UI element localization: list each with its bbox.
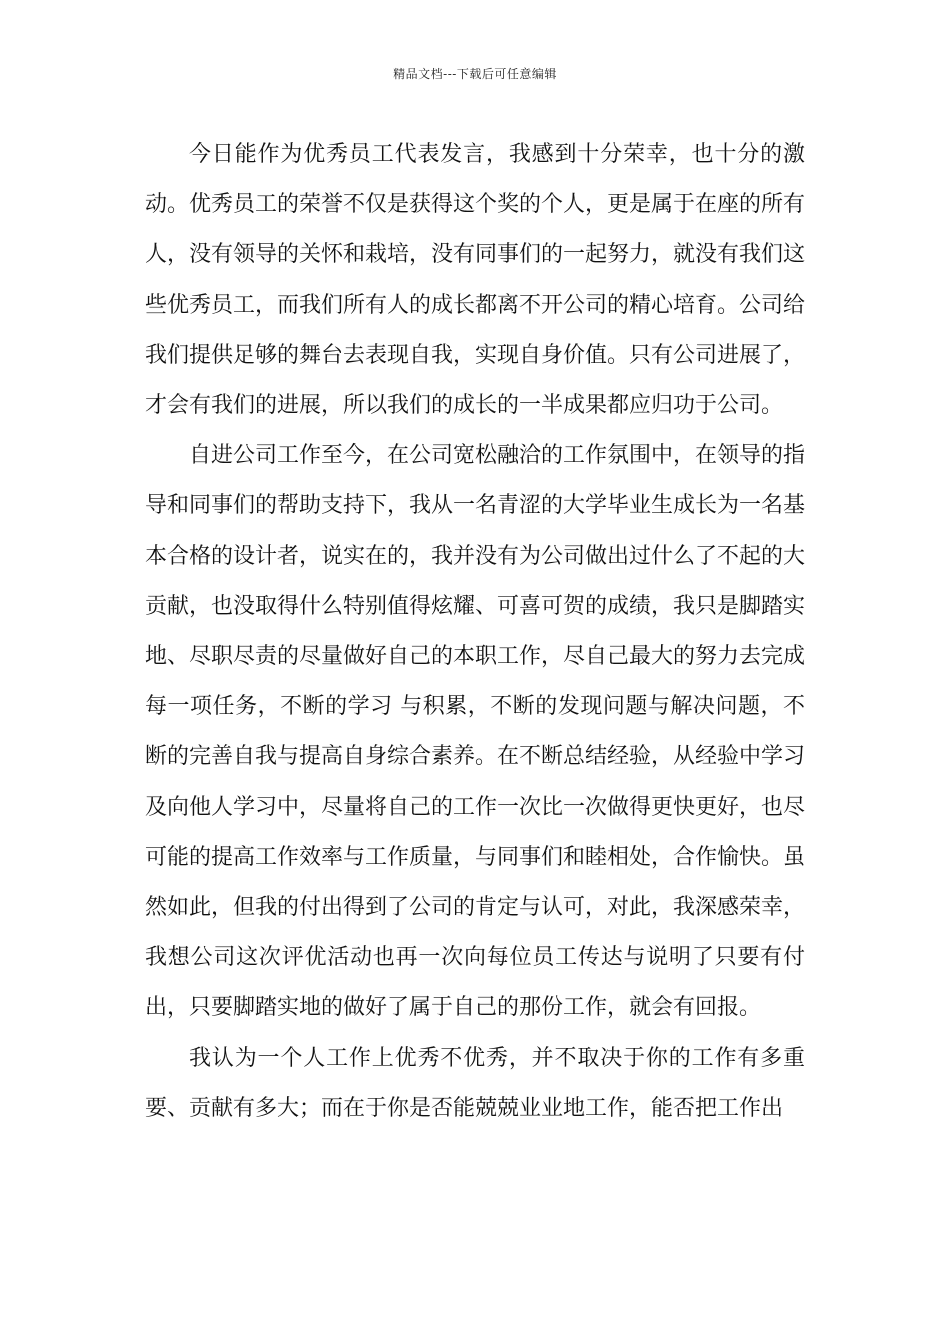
paragraph-2: 自进公司工作至今，在公司宽松融洽的工作氛围中，在领导的指导和同事们的帮助支持下，我从一名青涩的大学毕业生成长为一名基本合格的设计者，说实在的，我并没有为公司做出过什么了不起的大贡献，也没取得什么特别值得炫耀、可喜可贺的成绩，我只是脚踏实地、尽职尽责的尽量做好自己的本职工作，尽自己最大的努力去完成每一项任务，不断的学习 与积累，不断的发现问题与解决问题，不断的完善自我与提高自身综合素养。在不断总结经验，从经验中学习及向他人学习中，尽量将自己的工作一次比一次做得更快更好，也尽可能的提高工作效率与工作质量，与同事们和睦相处，合作愉快。虽然如此，但我的付出得到了公司的肯定与认可，对此，我深感荣幸，我想公司这次评优活动也再一次向每位员工传达与说明了只要有付出，只要脚踏实地的做好了属于自己的那份工作，就会有回报。 [145,443,806,1021]
paragraph-1: 今日能作为优秀员工代表发言，我感到十分荣幸，也十分的激动。优秀员工的荣誉不仅是获得这个奖的个人，更是属于在座的所有人，没有领导的关怀和栽培，没有同事们的一起努力，就没有我们这些优秀员工，而我们所有人的成长都离不开公司的精心培育。公司给我们提供足够的舞台去表现自我，实现自身价值。只有公司进展了，才会有我们的进展，所以我们的成长的一半成果都应归功于公司。 [145,142,806,419]
page-header: 精品文档---下载后可任意编辑 [393,67,557,81]
paragraph-3: 我认为一个人工作上优秀不优秀，并不取决于你的工作有多重要、贡献有多大；而在于你是否能兢兢业业地工作，能否把工作出 [145,1045,805,1121]
document-body [145,130,805,1134]
